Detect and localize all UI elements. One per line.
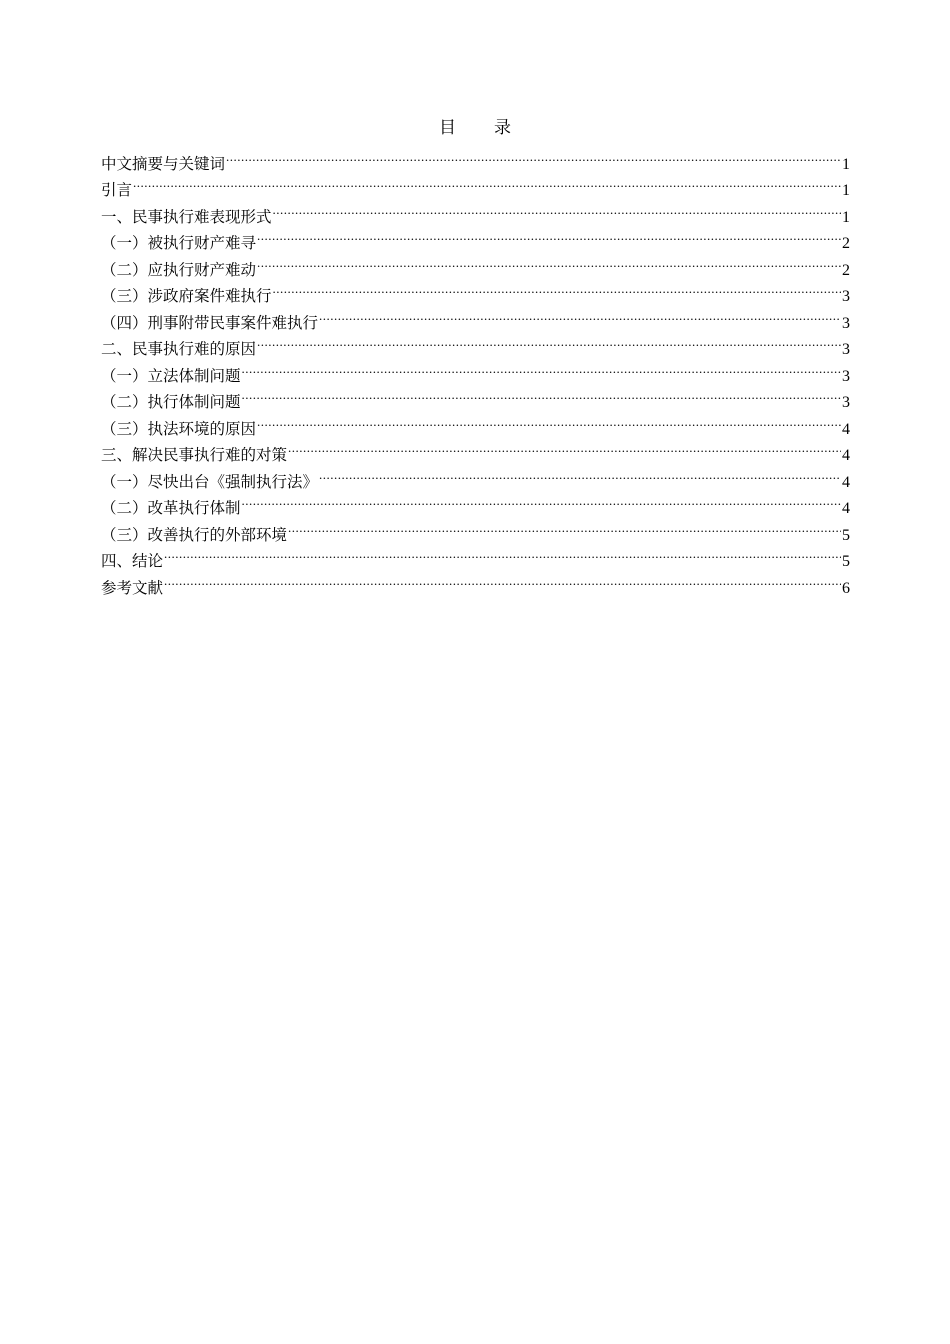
toc-dot-leader — [256, 407, 841, 434]
toc-entry-page: 3 — [842, 367, 850, 385]
toc-dot-leader — [256, 248, 841, 275]
toc-entry-label: （二）执行体制问题 — [101, 393, 241, 411]
toc-entry-page: 3 — [842, 314, 850, 332]
toc-entry-page: 5 — [842, 553, 850, 570]
toc-dot-leader — [163, 566, 841, 593]
toc-entry-page: 6 — [842, 579, 850, 597]
toc-entry-page: 2 — [842, 261, 850, 279]
toc-dot-leader — [272, 195, 841, 222]
toc-entry-page: 5 — [842, 526, 850, 544]
toc-entry-page: 1 — [842, 182, 850, 199]
toc-dot-leader — [287, 434, 841, 461]
toc-entry-label: （一）尽快出台《强制执行法》 — [101, 472, 319, 491]
toc-entry-label: 四、结论 — [101, 552, 164, 570]
toc-entry-label: （一）立法体制问题 — [101, 366, 241, 385]
toc-entry-label: 二、民事执行难的原因 — [101, 340, 257, 358]
toc-entry-page: 4 — [842, 447, 850, 464]
toc-entry-label: 引言 — [101, 181, 133, 199]
toc-dot-leader — [241, 487, 841, 514]
toc-entry-label: （三）涉政府案件难执行 — [101, 287, 272, 305]
toc-entry-page: 1 — [842, 155, 850, 173]
toc-entry-label: （一）被执行财产难寻 — [101, 234, 257, 252]
toc-dot-leader — [272, 275, 841, 302]
toc-entry-page: 3 — [842, 341, 850, 358]
toc-entry-page: 4 — [842, 500, 850, 517]
toc-entry-label: 三、解决民事执行难的对策 — [101, 446, 288, 464]
toc-entry[interactable] — [101, 142, 850, 173]
toc-dot-leader — [318, 460, 841, 487]
toc-dot-leader — [241, 381, 841, 408]
toc-dot-leader — [287, 513, 841, 540]
toc-dot-leader — [256, 222, 841, 249]
toc-entry-page: 3 — [842, 394, 850, 411]
toc-entry-label: （三）改善执行的外部环境 — [101, 525, 288, 544]
toc-entry[interactable] — [101, 540, 850, 570]
toc-dot-leader — [318, 301, 841, 328]
toc-entry-label: （二）改革执行体制 — [101, 499, 241, 517]
toc-entry[interactable] — [101, 195, 850, 226]
toc-entry-page: 3 — [842, 288, 850, 305]
toc-entry-page: 4 — [842, 420, 850, 438]
toc-dot-leader — [132, 169, 841, 196]
toc-entry-label: 参考文献 — [101, 578, 164, 597]
toc-entry-label: 一、民事执行难表现形式 — [101, 207, 272, 226]
toc-dot-leader — [163, 540, 841, 567]
toc-entry-page: 4 — [842, 473, 850, 491]
toc-entry-label: （四）刑事附带民事案件难执行 — [101, 313, 319, 332]
toc-entry[interactable] — [101, 566, 850, 597]
toc-dot-leader — [241, 354, 841, 381]
toc-entry-label: 中文摘要与关键词 — [101, 154, 226, 173]
toc-entry-label: （二）应执行财产难动 — [101, 260, 257, 279]
toc-title: 目录 — [439, 118, 549, 138]
table-of-contents — [101, 142, 850, 597]
toc-entry[interactable] — [101, 169, 850, 199]
toc-entry-label: （三）执法环境的原因 — [101, 419, 257, 438]
toc-dot-leader — [256, 328, 841, 355]
toc-entry-page: 2 — [842, 235, 850, 252]
toc-entry-page: 1 — [842, 208, 850, 226]
toc-dot-leader — [225, 142, 841, 169]
